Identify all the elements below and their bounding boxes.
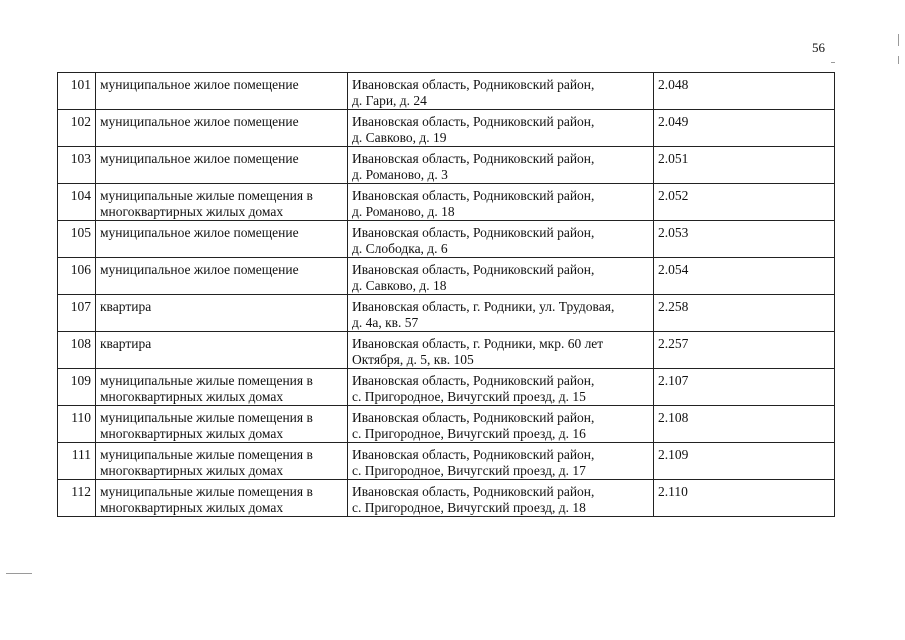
address-line: Ивановская область, Родниковский район, xyxy=(352,188,595,203)
address-cell xyxy=(348,221,654,258)
row-number-cell: 110 xyxy=(58,406,96,443)
registry-code-cell: 2.052 xyxy=(654,184,835,221)
address-cell xyxy=(348,73,654,110)
address-cell xyxy=(348,184,654,221)
address-cell xyxy=(348,295,654,332)
registry-code-cell: 2.049 xyxy=(654,110,835,147)
object-name-cell: муниципальные жилые помещения в многоквартирных жилых домах xyxy=(96,480,348,517)
address-line: с. Пригородное, Вичугский проезд, д. 15 xyxy=(352,389,586,404)
table-row xyxy=(58,369,835,406)
address-cell xyxy=(348,332,654,369)
address-line: д. Слободка, д. 6 xyxy=(352,241,448,256)
registry-code-cell: 2.053 xyxy=(654,221,835,258)
table-row xyxy=(58,221,835,258)
property-registry-table xyxy=(57,72,835,517)
object-name-cell: муниципальное жилое помещение xyxy=(96,221,348,258)
object-name-cell: муниципальные жилые помещения в многоквартирных жилых домах xyxy=(96,406,348,443)
address-line: Ивановская область, Родниковский район, xyxy=(352,447,595,462)
table-row xyxy=(58,147,835,184)
address-line: д. Гари, д. 24 xyxy=(352,93,427,108)
row-number-cell: 101 xyxy=(58,73,96,110)
object-name-cell: муниципальные жилые помещения в многоквартирных жилых домах xyxy=(96,369,348,406)
row-number-cell: 111 xyxy=(58,443,96,480)
table-row xyxy=(58,406,835,443)
scan-edge-mark xyxy=(831,62,835,63)
table-row xyxy=(58,332,835,369)
address-cell xyxy=(348,443,654,480)
address-line: с. Пригородное, Вичугский проезд, д. 18 xyxy=(352,500,586,515)
address-line: Ивановская область, г. Родники, ул. Трудовая, xyxy=(352,299,615,314)
table-row xyxy=(58,258,835,295)
registry-code-cell: 2.051 xyxy=(654,147,835,184)
table-row xyxy=(58,184,835,221)
row-number-cell: 109 xyxy=(58,369,96,406)
registry-code-cell: 2.258 xyxy=(654,295,835,332)
address-line: Ивановская область, Родниковский район, xyxy=(352,262,595,277)
address-line: д. Савково, д. 19 xyxy=(352,130,447,145)
address-line: Октября, д. 5, кв. 105 xyxy=(352,352,474,367)
address-line: с. Пригородное, Вичугский проезд, д. 16 xyxy=(352,426,586,441)
address-cell xyxy=(348,406,654,443)
address-line: Ивановская область, Родниковский район, xyxy=(352,77,595,92)
row-number-cell: 102 xyxy=(58,110,96,147)
registry-code-cell: 2.109 xyxy=(654,443,835,480)
row-number-cell: 104 xyxy=(58,184,96,221)
object-name-cell: квартира xyxy=(96,332,348,369)
address-line: с. Пригородное, Вичугский проезд, д. 17 xyxy=(352,463,586,478)
registry-code-cell: 2.054 xyxy=(654,258,835,295)
address-line: д. Савково, д. 18 xyxy=(352,278,447,293)
address-line: д. 4а, кв. 57 xyxy=(352,315,419,330)
address-line: Ивановская область, Родниковский район, xyxy=(352,373,595,388)
table-row xyxy=(58,443,835,480)
table-row xyxy=(58,480,835,517)
table-row xyxy=(58,73,835,110)
address-line: Ивановская область, Родниковский район, xyxy=(352,225,595,240)
address-line: Ивановская область, Родниковский район, xyxy=(352,151,595,166)
address-cell xyxy=(348,480,654,517)
scan-edge-mark xyxy=(898,56,899,64)
address-line: Ивановская область, Родниковский район, xyxy=(352,114,595,129)
row-number-cell: 103 xyxy=(58,147,96,184)
scan-edge-mark xyxy=(6,573,32,574)
row-number-cell: 112 xyxy=(58,480,96,517)
row-number-cell: 107 xyxy=(58,295,96,332)
address-line: д. Романово, д. 3 xyxy=(352,167,448,182)
object-name-cell: муниципальные жилые помещения в многоквартирных жилых домах xyxy=(96,184,348,221)
address-line: Ивановская область, Родниковский район, xyxy=(352,484,595,499)
registry-table-body xyxy=(58,73,835,517)
address-cell xyxy=(348,369,654,406)
address-cell xyxy=(348,258,654,295)
table-row xyxy=(58,295,835,332)
object-name-cell: муниципальное жилое помещение xyxy=(96,258,348,295)
registry-code-cell: 2.048 xyxy=(654,73,835,110)
row-number-cell: 106 xyxy=(58,258,96,295)
address-cell xyxy=(348,147,654,184)
table-row xyxy=(58,110,835,147)
registry-code-cell: 2.257 xyxy=(654,332,835,369)
object-name-cell: муниципальное жилое помещение xyxy=(96,110,348,147)
object-name-cell: муниципальное жилое помещение xyxy=(96,73,348,110)
object-name-cell: муниципальное жилое помещение xyxy=(96,147,348,184)
address-line: Ивановская область, г. Родники, мкр. 60 лет xyxy=(352,336,604,351)
address-line: Ивановская область, Родниковский район, xyxy=(352,410,595,425)
address-cell xyxy=(348,110,654,147)
row-number-cell: 105 xyxy=(58,221,96,258)
address-line: д. Романово, д. 18 xyxy=(352,204,455,219)
object-name-cell: муниципальные жилые помещения в многоквартирных жилых домах xyxy=(96,443,348,480)
registry-code-cell: 2.107 xyxy=(654,369,835,406)
object-name-cell: квартира xyxy=(96,295,348,332)
scan-edge-mark xyxy=(898,34,899,46)
registry-code-cell: 2.110 xyxy=(654,480,835,517)
row-number-cell: 108 xyxy=(58,332,96,369)
registry-code-cell: 2.108 xyxy=(654,406,835,443)
page-number: 56 xyxy=(812,40,825,55)
